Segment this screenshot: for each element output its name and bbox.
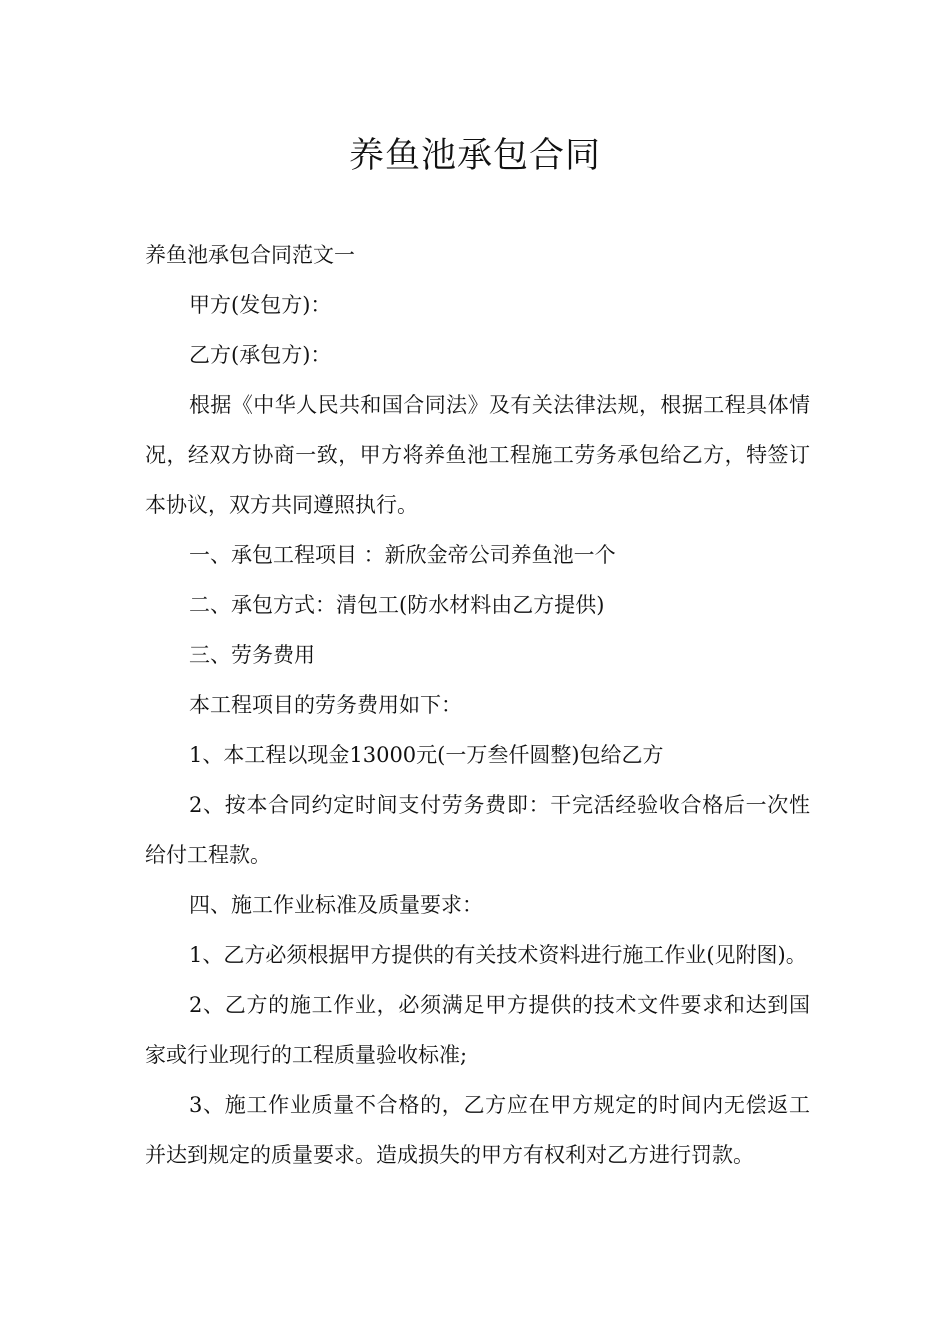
clause-labor-fee-heading: 三、劳务费用 (189, 643, 315, 667)
labor-fee-item-2: 2、按本合同约定时间支付劳务费即：干完活经验收合格后一次性给付工程款。 (145, 793, 810, 867)
party-b-line: 乙方(承包方)： (189, 343, 332, 367)
quality-item-2: 2、乙方的施工作业，必须满足甲方提供的技术文件要求和达到国家或行业现行的工程质量验收标准; (145, 993, 810, 1067)
labor-fee-item-1: 1、本工程以现金13000元(一万叁仟圆整)包给乙方 (189, 743, 664, 767)
section-heading: 养鱼池承包合同范文一 (145, 243, 355, 267)
clause-contract-method: 二、承包方式：清包工(防水材料由乙方提供) (189, 593, 605, 617)
quality-item-3: 3、施工作业质量不合格的，乙方应在甲方规定的时间内无偿返工并达到规定的质量要求。造成损失的甲方有权利对乙方进行罚款。 (145, 1093, 810, 1167)
preamble-paragraph: 根据《中华人民共和国合同法》及有关法律法规，根据工程具体情况，经双方协商一致，甲方将养鱼池工程施工劳务承包给乙方，特签订本协议，双方共同遵照执行。 (145, 393, 810, 517)
document-body (145, 230, 810, 1180)
clause-project: 一、承包工程项目 ：新欣金帝公司养鱼池一个 (189, 543, 616, 567)
clause-quality-heading: 四、施工作业标准及质量要求： (189, 893, 483, 917)
party-a-line: 甲方(发包方)： (189, 293, 332, 317)
labor-fee-intro: 本工程项目的劳务费用如下： (189, 693, 462, 717)
document-title: 养鱼池承包合同 (348, 136, 601, 176)
quality-item-1: 1、乙方必须根据甲方提供的有关技术资料进行施工作业(见附图)。 (189, 943, 807, 967)
